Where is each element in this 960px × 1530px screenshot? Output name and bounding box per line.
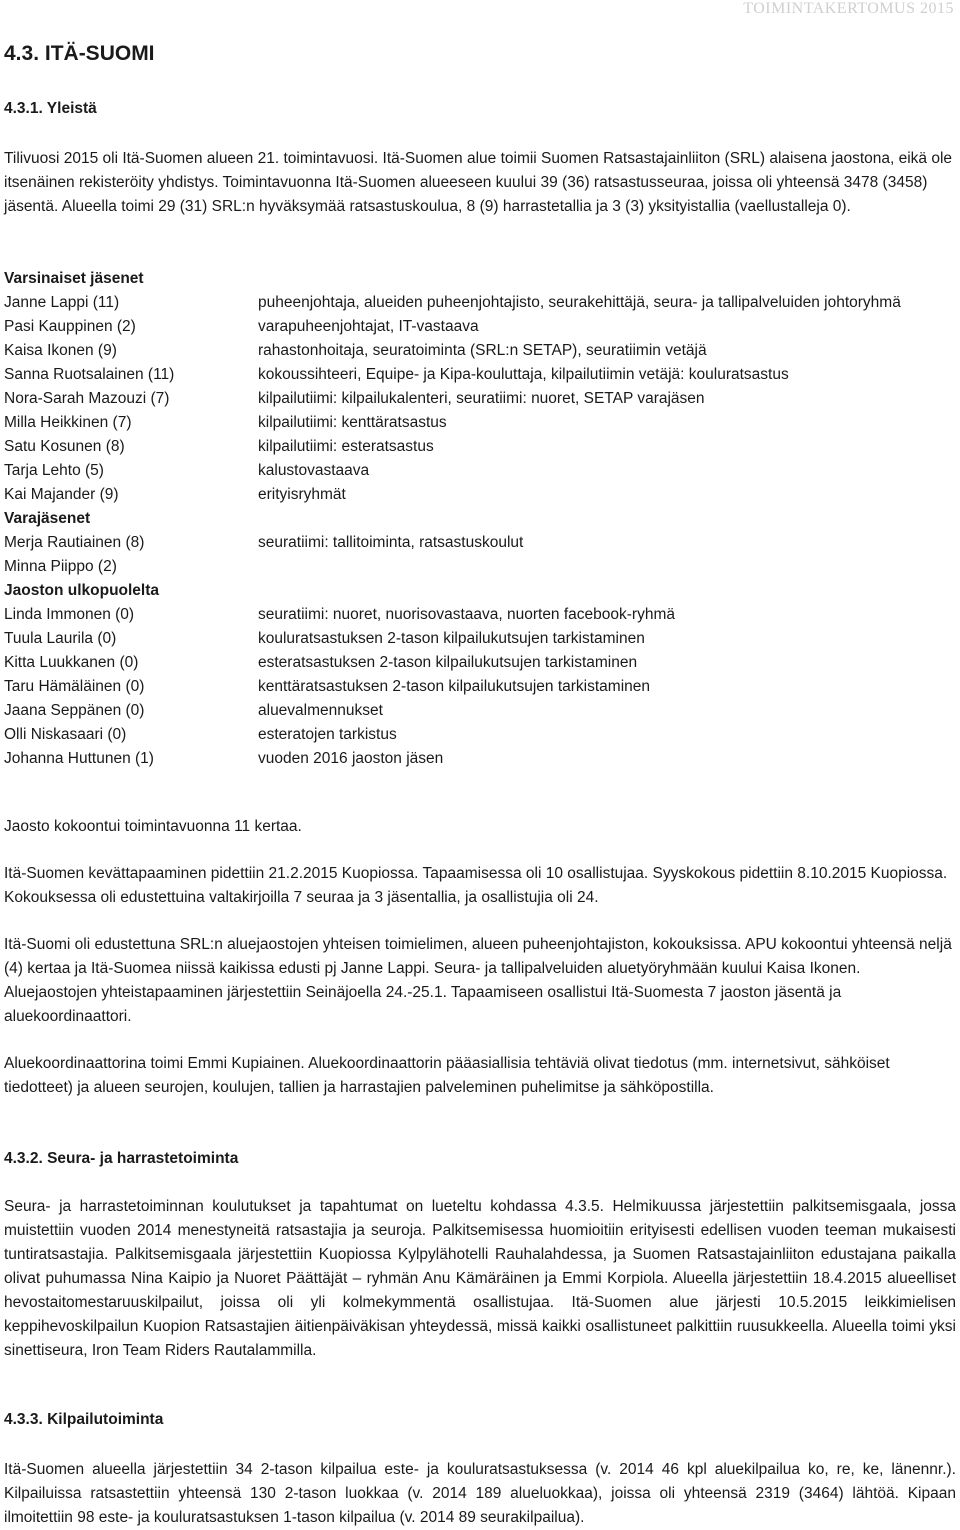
member-name: Taru Hämäläinen (0) xyxy=(4,678,145,695)
member-row xyxy=(4,675,956,699)
subsection-title-competition: 4.3.3. Kilpailutoiminta xyxy=(4,1411,164,1428)
member-row xyxy=(4,603,956,627)
member-name: Kaisa Ikonen (9) xyxy=(4,342,117,359)
member-row xyxy=(4,723,956,747)
coordinator-paragraph: Aluekoordinaattorina toimi Emmi Kupiainen. Aluekoordinaattorin pääasiallisia tehtäviä olivat tiedotus (mm. internetsivut, sähköiset tiedotteet) ja alueen seurojen, koulujen, tallien ja harrastajien palveleminen puhelimitse ja sähköpostilla. xyxy=(4,1055,890,1096)
member-role xyxy=(258,579,956,603)
member-name: Kitta Luukkanen (0) xyxy=(4,654,139,671)
member-name: Tarja Lehto (5) xyxy=(4,462,104,479)
member-name: Milla Heikkinen (7) xyxy=(4,414,132,431)
member-row xyxy=(4,387,956,411)
member-row xyxy=(4,747,956,771)
member-row xyxy=(4,483,956,507)
member-row xyxy=(4,459,956,483)
member-role xyxy=(258,507,956,531)
member-group-label: Varsinaiset jäsenet xyxy=(4,270,144,287)
member-row xyxy=(4,651,956,675)
competition-paragraph: Itä-Suomen alueella järjestettiin 34 2-tason kilpailua este- ja kouluratsastuksessa (v. 2014 46 kpl aluekilpailua ko, re, ke, länennr.). Kilpailuissa ratsastettiin yhteensä 130 2-tason luokkaa (v. 2014 189 alueluokkaa), joissa oli yhteensä 2319 (3464) lähtöä. Kipaan ilmoitettiin 98 este- ja kouluratsastuksen 1-tason kilpailua (v. 2014 89 seurakilpailua). xyxy=(4,1461,956,1526)
members-list xyxy=(4,267,956,771)
member-row xyxy=(4,555,956,579)
section-title: 4.3. ITÄ-SUOMI xyxy=(4,42,155,65)
subsection-title-club: 4.3.2. Seura- ja harrastetoiminta xyxy=(4,1150,239,1167)
member-group-heading xyxy=(4,267,956,291)
member-role: erityisryhmät xyxy=(258,486,346,503)
spring-meeting-paragraph: Itä-Suomen kevättapaaminen pidettiin 21.2.2015 Kuopiossa. Tapaamisessa oli 10 osallistujaa. Syyskokous pidettiin 8.10.2015 Kuopiossa. Kokouksessa oli edustettuina valtakirjoilla 7 seuraa ja 3 jäsentallia, ja osallistujia oli 24. xyxy=(4,865,948,906)
member-name: Nora-Sarah Mazouzi (7) xyxy=(4,390,170,407)
member-name: Johanna Huttunen (1) xyxy=(4,750,154,767)
running-header: TOIMINTAKERTOMUS 2015 xyxy=(743,0,954,17)
member-name: Kai Majander (9) xyxy=(4,486,119,503)
member-role: puheenjohtaja, alueiden puheenjohtajisto, seurakehittäjä, seura- ja tallipalveluiden johtoryhmä xyxy=(258,294,901,311)
member-role: kilpailutiimi: kilpailukalenteri, seuratiimi: nuoret, SETAP varajäsen xyxy=(258,390,705,407)
member-name: Minna Piippo (2) xyxy=(4,558,117,575)
member-role xyxy=(258,555,956,579)
member-row xyxy=(4,531,956,555)
club-paragraph: Seura- ja harrastetoiminnan koulutukset ja tapahtumat on lueteltu kohdassa 4.3.5. Helmikuussa järjestettiin palkitsemisgaala, jossa muistettiin vuoden 2014 menestyneitä ratsastajia ja seuroja. Palkitsemisessa huomioitiin erityisesti edellisen vuoden teeman mukaisesti tuntiratsastajia. Palkitsemisgaala järjestettiin Kuopiossa Kylpylähotelli Rauhalahdessa, ja Suomen Ratsastajainliiton edustajana paikalla olivat puhumassa Nina Kaipio ja Nuoret Päättäjät – ryhmän Anu Kämäräinen ja Emmi Korpiola. Alueella järjestettiin 18.4.2015 alueelliset hevostaitomestaruuskilpailut, joissa oli yli kolmekymmentä osallistujaa. Itä-Suomen alue järjesti 10.5.2015 leikkimielisen keppihevoskilpailun Kuopion Ratsastajien äitienpäiväkisan yhteydessä, missä kaikki osallistuneet palkittiin ruusukkeella. Alueella toimi yksi sinettiseura, Iron Team Riders Rautalammilla. xyxy=(4,1198,956,1359)
member-name: Jaana Seppänen (0) xyxy=(4,702,145,719)
member-role: varapuheenjohtajat, IT-vastaava xyxy=(258,318,479,335)
member-role: kouluratsastuksen 2-tason kilpailukutsujen tarkistaminen xyxy=(258,630,645,647)
member-name: Tuula Laurila (0) xyxy=(4,630,117,647)
member-group-heading xyxy=(4,579,956,603)
member-row xyxy=(4,435,956,459)
member-row xyxy=(4,627,956,651)
member-role: rahastonhoitaja, seuratoiminta (SRL:n SETAP), seuratiimin vetäjä xyxy=(258,342,707,359)
member-role: kilpailutiimi: kenttäratsastus xyxy=(258,414,447,431)
member-role: esteratsastuksen 2-tason kilpailukutsujen tarkistaminen xyxy=(258,654,638,671)
member-name: Merja Rautiainen (8) xyxy=(4,534,145,551)
member-role: kilpailutiimi: esteratsastus xyxy=(258,438,434,455)
member-group-label: Varajäsenet xyxy=(4,510,91,527)
member-role: esteratojen tarkistus xyxy=(258,726,397,743)
member-role: aluevalmennukset xyxy=(258,702,383,719)
member-role: kokoussihteeri, Equipe- ja Kipa-kouluttaja, kilpailutiimin vetäjä: kouluratsastus xyxy=(258,366,789,383)
member-row xyxy=(4,291,956,315)
member-name: Satu Kosunen (8) xyxy=(4,438,125,455)
member-group-label: Jaoston ulkopuolelta xyxy=(4,582,160,599)
member-role: vuoden 2016 jaoston jäsen xyxy=(258,750,444,767)
member-name: Linda Immonen (0) xyxy=(4,606,135,623)
meetings-count-paragraph: Jaosto kokoontui toimintavuonna 11 kertaa. xyxy=(4,818,302,835)
member-name: Olli Niskasaari (0) xyxy=(4,726,127,743)
member-group-heading xyxy=(4,507,956,531)
member-role: kalustovastaava xyxy=(258,462,370,479)
representation-paragraph: Itä-Suomi oli edustettuna SRL:n aluejaostojen yhteisen toimielimen, alueen puheenjohtajiston, kokouksissa. APU kokoontui yhteensä neljä (4) kertaa ja Itä-Suomea niissä kaikissa edusti pj Janne Lappi. Seura- ja tallipalveluiden aluetyöryhmään kuului Kaisa Ikonen. Aluejaostojen yhteistapaaminen järjestettiin Seinäjoella 24.-25.1. Tapaamiseen osallistui Itä-Suomesta 7 jaoston jäsentä ja aluekoordinaattori. xyxy=(4,936,952,1025)
member-row xyxy=(4,411,956,435)
subsection-title-general: 4.3.1. Yleistä xyxy=(4,100,97,117)
intro-paragraph: Tilivuosi 2015 oli Itä-Suomen alueen 21. toimintavuosi. Itä-Suomen alue toimii Suomen Ratsastajainliiton (SRL) alaisena jaostona, eikä ole itsenäinen rekisteröity yhdistys. Toimintavuonna Itä-Suomen alueeseen kuului 39 (36) ratsastusseuraa, joissa oli yhteensä 3478 (3458) jäsentä. Alueella toimi 29 (31) SRL:n hyväksymää ratsastuskoulua, 8 (9) harrastetallia ja 3 (3) yksityistallia (vaellustalleja 0). xyxy=(4,150,953,215)
member-name: Sanna Ruotsalainen (11) xyxy=(4,366,175,383)
member-row xyxy=(4,363,956,387)
member-role xyxy=(258,267,956,291)
member-role: seuratiimi: nuoret, nuorisovastaava, nuorten facebook-ryhmä xyxy=(258,606,675,623)
member-row xyxy=(4,339,956,363)
member-role: kenttäratsastuksen 2-tason kilpailukutsujen tarkistaminen xyxy=(258,678,651,695)
member-role: seuratiimi: tallitoiminta, ratsastuskoulut xyxy=(258,534,524,551)
member-name: Pasi Kauppinen (2) xyxy=(4,318,136,335)
member-name: Janne Lappi (11) xyxy=(4,294,120,311)
member-row xyxy=(4,699,956,723)
member-row xyxy=(4,315,956,339)
